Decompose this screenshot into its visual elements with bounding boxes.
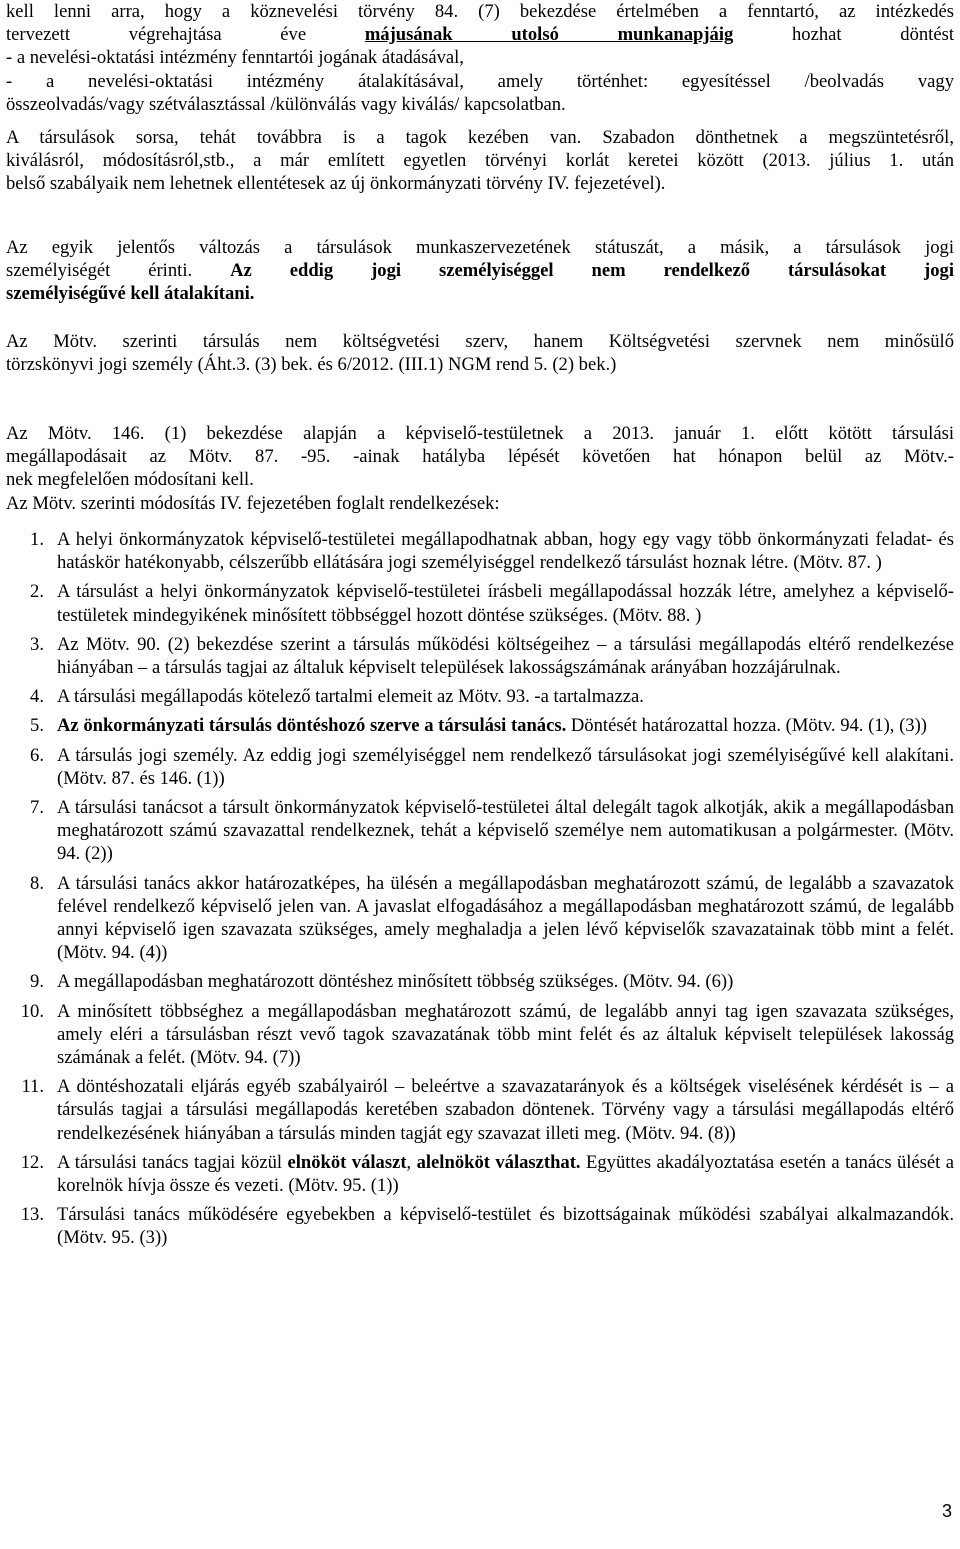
bold-text: személyiségűvé kell átalakítani. [6,283,255,305]
item-text: Az Mötv. 90. (2) bekezdése szerint a társulás működési költségeihez – a társulási megállapodás eltérő rendelkezése hiányában – a társulás tagjai az általuk képviselt települések lakosságszámának arányában hozzájárulnak. [57,633,954,679]
item-text: A társulási megállapodás kötelező tartalmi elemeit az Mötv. 93. -a tartalmazza. [57,686,644,708]
text-line: nek megfelelően módosítani kell. [6,469,254,491]
paragraph-associations-fate [6,126,954,196]
text-line: belső szabályaik nem lehetnek ellentétesek az új önkormányzati törvény IV. fejezetével). [6,173,666,195]
paragraph-amendment [6,422,954,515]
list-item [6,528,954,574]
text-line: kiválásról, módosításról,stb., a már említett egyetlen törvényi korlát keretei között (2013. július 1. után [6,150,954,172]
item-text: , [406,1151,417,1173]
bold-text: elnököt választ [287,1151,407,1173]
text-line: törzskönyvi jogi személy (Áht.3. (3) bek. és 6/2012. (III.1) NGM rend 5. (2) bek.) [6,354,617,376]
item-text: A megállapodásban meghatározott döntéshez minősített többség szükséges. (Mötv. 94. (6)) [57,971,734,993]
item-number: 11. [21,1076,44,1098]
list-item [6,1151,954,1197]
item-text: A döntéshozatali eljárás egyéb szabályairól – beleértve a szavazatarányok és a költségek viselésének kérdését is – a társulás tagjai a társulási megállapodás keretében szabadon döntenek. Törvény vagy a társulási megállapodás eltérő rendelkezésének hiányában a társulás minden tagját egy szavazat illeti meg. (Mötv. 94. (8)) [57,1076,954,1144]
item-text: A társulási tanács akkor határozatképes, ha ülésén a megállapodásban meghatározott számú, de legalább a szavazatok felével rendelkező képviselő jelen van. A javaslat elfogadásához a megállapodásban meghatározott számú, de legalább annyi képviselő igen szavazata szükséges, amely meghaladja a jelen lévő képviselők szavazatainak több mint a felét. (Mötv. 94. (4)) [57,872,954,964]
item-number: 8. [30,872,44,894]
bold-text: Az önkormányzati társulás döntéshozó szerve a társulási tanács. [57,715,567,737]
item-text: A társulási tanácsot a társult önkormányzatok képviselő-testületei által delegált tagok alkotják, akik a megállapodásban meghatározott számú szavazattal rendelkeznek, tehát a képviselő személye nem automatikusan a polgármester. (Mötv. 94. (2)) [57,797,954,865]
list-item [6,633,954,679]
item-number: 13. [20,1204,44,1226]
text-span: tervezett végrehajtása éve [6,24,365,46]
bold-text: Az eddig jogi személyiséggel nem rendelkező társulásokat jogi [230,260,954,282]
paragraph-school-transfer [6,0,954,116]
item-number: 3. [30,633,44,655]
text-line [6,259,954,282]
item-text: A társulást a helyi önkormányzatok képviselő-testületei írásbeli megállapodással hozzák létre, amelyhez a képviselő-testületek mindegyikének minősített többséggel hozott döntése szükséges. (Mötv. 88. ) [57,581,954,626]
bold-text: alelnököt választhat. [416,1151,581,1173]
deadline-emphasis: májusának utolsó munkanapjáig [364,24,734,46]
item-number: 7. [30,797,44,819]
text-span: hozhat döntést [733,24,954,46]
text-line: kell lenni arra, hogy a köznevelési törvény 84. (7) bekezdése értelmében a fenntartó, az intézkedés [6,1,954,22]
item-text: Társulási tanács működésére egyebekben a képviselő-testület és bizottságainak működési szabályai alkalmazandók. (Mötv. 95. (3)) [57,1204,954,1249]
list-item [6,580,954,626]
item-text: Döntését határozattal hozza. (Mötv. 94. (1), (3)) [566,715,927,737]
list-item [6,685,954,708]
item-text: A minősített többséghez a megállapodásban meghatározott számú, de legalább annyi tag igen szavazata szükséges, amely eléri a társulásban részt vevő tagok szavazatának több mint felét és az általuk képviselt települések lakosság számának a felét. (Mötv. 94. (7)) [57,1000,954,1069]
text-span: személyiségét érinti. [6,260,231,282]
item-number: 10. [20,1000,44,1022]
text-line: Az Mötv. szerinti módosítás IV. fejezetében foglalt rendelkezések: [6,492,500,514]
list-item [6,1075,954,1145]
item-number: 12. [20,1151,44,1173]
item-text: Együttes akadályoztatása esetén a tanács ülését a korelnök hívja össze és vezeti. (Mötv. 95. (1)) [57,1151,954,1197]
item-text: A társulási tanács tagjai közül [57,1151,288,1173]
list-item [6,744,954,790]
paragraph-major-change [6,236,954,306]
list-item [6,970,954,993]
item-number: 6. [30,744,44,766]
text-line: összeolvadás/vagy szétválasztással /különválás vagy kiválás/ kapcsolatban. [6,93,566,115]
paragraph-legal-status [6,330,954,376]
text-line [6,23,954,46]
item-number: 5. [30,715,44,737]
item-number: 4. [30,686,44,708]
item-text: A társulás jogi személy. Az eddig jogi személyiséggel nem rendelkező társulásokat jogi személyiségűvé kell alakítani. (Mötv. 87. és 146. (1)) [57,744,954,789]
list-item [6,796,954,866]
text-line: Az Mötv. 146. (1) bekezdése alapján a képviselő-testületnek a 2013. január 1. előtt kötött társulási [6,423,954,444]
page-number: 3 [941,1501,952,1521]
list-item [6,872,954,965]
list-item [6,1000,954,1070]
text-line: Az egyik jelentős változás a társulások munkaszervezetének státuszát, a másik, a társulások jogi [6,237,954,258]
item-number: 2. [30,581,44,603]
item-number: 1. [30,529,44,550]
text-line: A társulások sorsa, tehát továbbra is a tagok kezében van. Szabadon dönthetnek a megszüntetésről, [6,127,954,148]
item-text: A helyi önkormányzatok képviselő-testületei megállapodhatnak abban, hogy egy vagy több önkormányzati feladat- és hatáskör hatékonyabb, célszerűbb ellátására jogi személyiséggel rendelkező társulást hoznak létre. (Mötv. 87. ) [57,529,954,574]
text-line: - a nevelési-oktatási intézmény átalakításával, amely történhet: egyesítéssel /beolvadás vagy [6,70,954,92]
provisions-list [6,528,954,1250]
text-line: - a nevelési-oktatási intézmény fenntartói jogának átadásával, [6,47,464,69]
text-line: Az Mötv. szerinti társulás nem költségvetési szerv, hanem Költségvetési szervnek nem minősülő [6,331,954,352]
item-number: 9. [30,971,44,993]
list-item [6,1203,954,1249]
list-item [6,714,954,737]
text-line: megállapodásait az Mötv. 87. -95. -ainak hatályba lépését követően hat hónapon belül az Mötv.- [6,446,954,468]
